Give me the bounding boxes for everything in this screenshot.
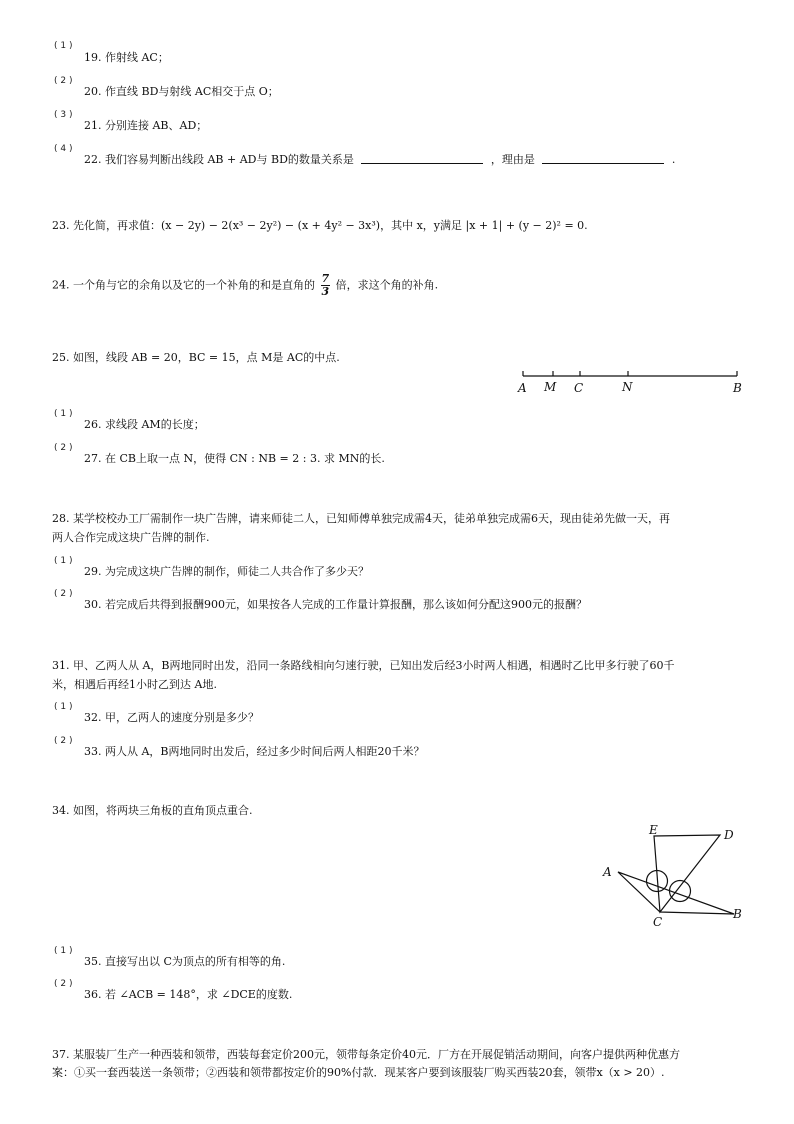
question-37-line-2: 案：①买一套西装送一条领带；②西装和领带都按定价的90%付款．现某客户要到该服装厂购买西装20套，领带x（x > 20）. [52, 1066, 665, 1079]
question-29: 29. 为完成这块广告牌的制作，师徒二人共合作了多少天？ [84, 565, 369, 578]
sub-question-tag: ( 1 ) [54, 556, 73, 566]
sub-question-tag: ( 1 ) [54, 946, 73, 956]
label-m: M [544, 380, 557, 394]
label-b: B [733, 907, 742, 921]
sub-question-tag: ( 2 ) [54, 979, 73, 989]
question-30: 30. 若完成后共得到报酬900元，如果按各人完成的工作量计算报酬，那么该如何分配这900元的报酬？ [84, 598, 587, 611]
question-33: 33. 两人从 A，B两地同时出发后，经过多少时间后两人相距20千米？ [84, 745, 425, 758]
question-37-line-1: 37. 某服装厂生产一种西装和领带，西装每套定价200元，领带每条定价40元．厂方在开展促销活动期间，向客户提供两种优惠方 [52, 1048, 680, 1061]
triangle-diagram [596, 818, 756, 934]
question-21: 21. 分别连接 AB、AD； [84, 119, 208, 132]
question-26: 26. 求线段 AM的长度； [84, 418, 205, 431]
question-31-line-1: 31. 甲、乙两人从 A，B两地同时出发，沿同一条路线相向匀速行驶，已知出发后经3小时两人相遇，相遇时乙比甲多行驶了60千 [52, 659, 675, 672]
answer-blank [361, 153, 483, 164]
sub-question-tag: ( 1 ) [54, 702, 73, 712]
question-36: 36. 若 ∠ACB = 148°，求 ∠DCE的度数. [84, 988, 293, 1001]
question-22-end: . [671, 153, 676, 166]
segment-diagram [505, 362, 755, 400]
right-angle-mark-2 [670, 881, 691, 902]
triangle-acb [618, 872, 734, 914]
sub-question-tag: ( 2 ) [54, 76, 73, 86]
question-24-text: 24. 一个角与它的余角以及它的一个补角的和是直角的 [52, 278, 315, 292]
label-a: A [518, 381, 527, 395]
sub-question-tag: ( 2 ) [54, 589, 73, 599]
label-n: N [622, 380, 633, 394]
fraction-denominator: 3 [321, 285, 330, 298]
question-27: 27. 在 CB上取一点 N，使得 CN : NB = 2 : 3. 求 MN的长. [84, 452, 385, 465]
question-32: 32. 甲，乙两人的速度分别是多少？ [84, 711, 259, 724]
question-22-text: 22. 我们容易判断出线段 AB + AD与 BD的数量关系是 [84, 153, 354, 166]
label-c: C [574, 381, 584, 395]
question-31-line-2: 米，相遇后再经1小时乙到达 A地. [52, 678, 217, 691]
sub-question-tag: ( 3 ) [54, 110, 73, 120]
question-24-text-end: 倍，求这个角的补角. [335, 278, 439, 292]
question-35: 35. 直接写出以 C为顶点的所有相等的角. [84, 955, 286, 968]
question-24 [52, 273, 438, 298]
label-e: E [649, 823, 658, 837]
question-28-line-1: 28. 某学校校办工厂需制作一块广告牌，请来师徒二人，已知师傅单独完成需4天，徒弟单独完成需6天，现由徒弟先做一天，再 [52, 512, 670, 525]
sub-question-tag: ( 4 ) [54, 144, 73, 154]
question-34: 34. 如图，将两块三角板的直角顶点重合. [52, 804, 253, 817]
label-d: D [724, 828, 734, 842]
fraction-numerator: 7 [321, 272, 330, 285]
question-22-reason: ，理由是 [490, 153, 535, 166]
sub-question-tag: ( 2 ) [54, 736, 73, 746]
label-b: B [733, 381, 742, 395]
fraction [321, 273, 331, 298]
sub-question-tag: ( 2 ) [54, 443, 73, 453]
label-a: A [603, 865, 612, 879]
question-22 [84, 151, 675, 167]
label-c: C [653, 915, 663, 929]
sub-question-tag: ( 1 ) [54, 41, 73, 51]
question-19: 19. 作射线 AC； [84, 51, 169, 64]
answer-blank [542, 153, 664, 164]
sub-question-tag: ( 1 ) [54, 409, 73, 419]
question-23: 23. 先化简，再求值：(x − 2y) − 2(x³ − 2y²) − (x + 4y² − 3x³)，其中 x，y满足 |x + 1| + (y − 2)² = 0. [52, 219, 588, 232]
question-20: 20. 作直线 BD与射线 AC相交于点 O； [84, 85, 279, 98]
question-25: 25. 如图，线段 AB = 20，BC = 15，点 M是 AC的中点. [52, 351, 340, 364]
question-28-line-2: 两人合作完成这块广告牌的制作. [52, 531, 210, 544]
